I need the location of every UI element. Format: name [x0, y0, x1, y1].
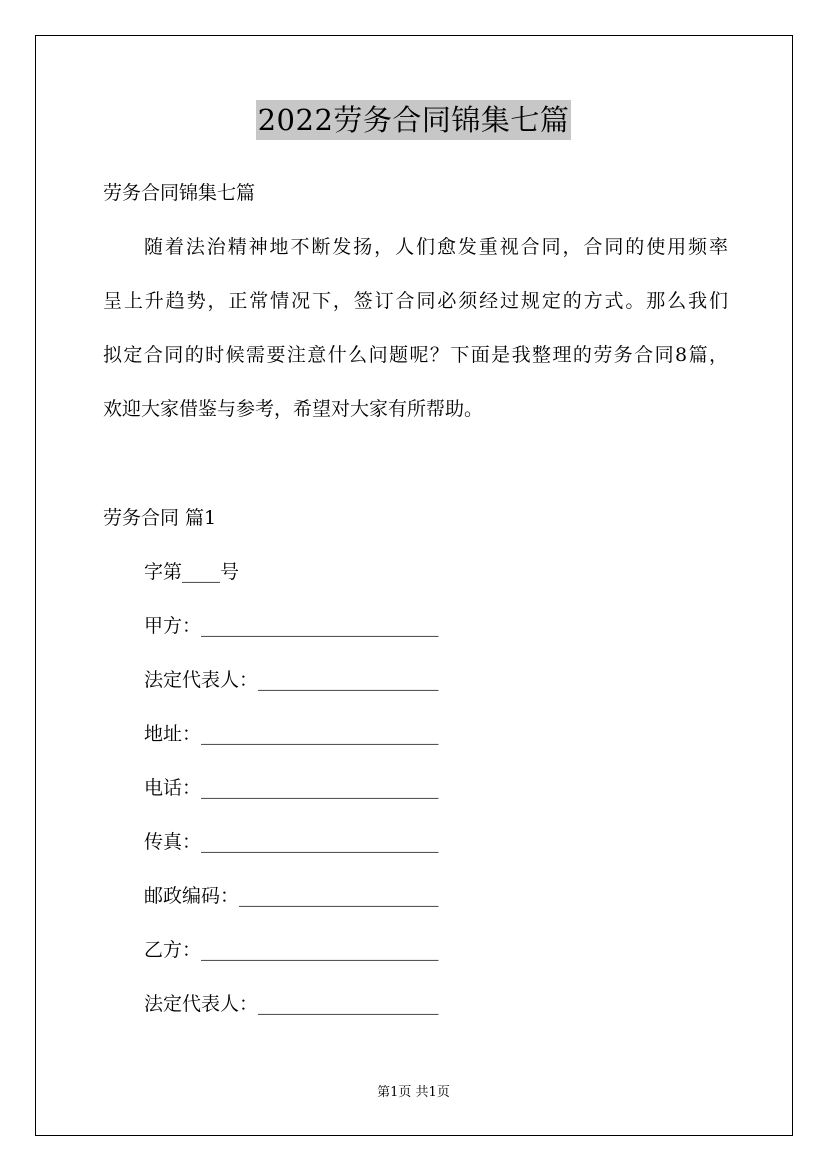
field-party-b	[144, 937, 439, 963]
section-heading: 劳务合同 篇1	[103, 507, 217, 529]
field-label: 法定代表人：	[144, 669, 259, 691]
intro-line-2: 呈上升趋势，正常情况下，签订合同必须经过规定的方式。那么我们	[103, 290, 728, 312]
field-party-a	[144, 613, 439, 639]
field-label: 甲方：	[144, 615, 202, 637]
field-blank: ___________________	[258, 993, 439, 1015]
contract-number-line	[144, 559, 239, 585]
contract-number-prefix: 字第	[144, 561, 183, 583]
field-blank: _________________________	[201, 615, 439, 637]
intro-line-3: 拟定合同的时候需要注意什么问题呢？下面是我整理的劳务合同8篇，	[103, 344, 728, 366]
field-blank: _________________________	[201, 723, 439, 745]
field-blank: _________________________	[201, 939, 439, 961]
field-label: 乙方：	[144, 939, 202, 961]
intro-line-4: 欢迎大家借鉴与参考，希望对大家有所帮助。	[103, 398, 484, 420]
field-blank: _________________________	[201, 831, 439, 853]
contract-number-blank: ____	[182, 561, 221, 583]
contract-number-suffix: 号	[220, 561, 240, 583]
page-footer: 第1页 共1页	[377, 1085, 450, 1100]
field-label: 邮政编码：	[144, 885, 240, 907]
field-phone	[144, 775, 439, 801]
intro-line-1: 随着法治精神地不断发扬，人们愈发重视合同，合同的使用频率	[144, 236, 728, 258]
field-fax	[144, 829, 439, 855]
field-label: 电话：	[144, 777, 202, 799]
field-label: 法定代表人：	[144, 993, 259, 1015]
document-title: 2022劳务合同锦集七篇	[256, 100, 572, 140]
field-blank: _____________________	[239, 885, 439, 907]
field-legal-rep-b	[144, 991, 439, 1017]
field-blank: _________________________	[201, 777, 439, 799]
field-label: 地址：	[144, 723, 202, 745]
field-postal-code	[144, 883, 439, 909]
field-label: 传真：	[144, 831, 202, 853]
document-subtitle: 劳务合同锦集七篇	[103, 182, 256, 204]
title-container	[0, 100, 827, 140]
field-address	[144, 721, 439, 747]
field-blank: ___________________	[258, 669, 439, 691]
field-legal-rep-a	[144, 667, 439, 693]
